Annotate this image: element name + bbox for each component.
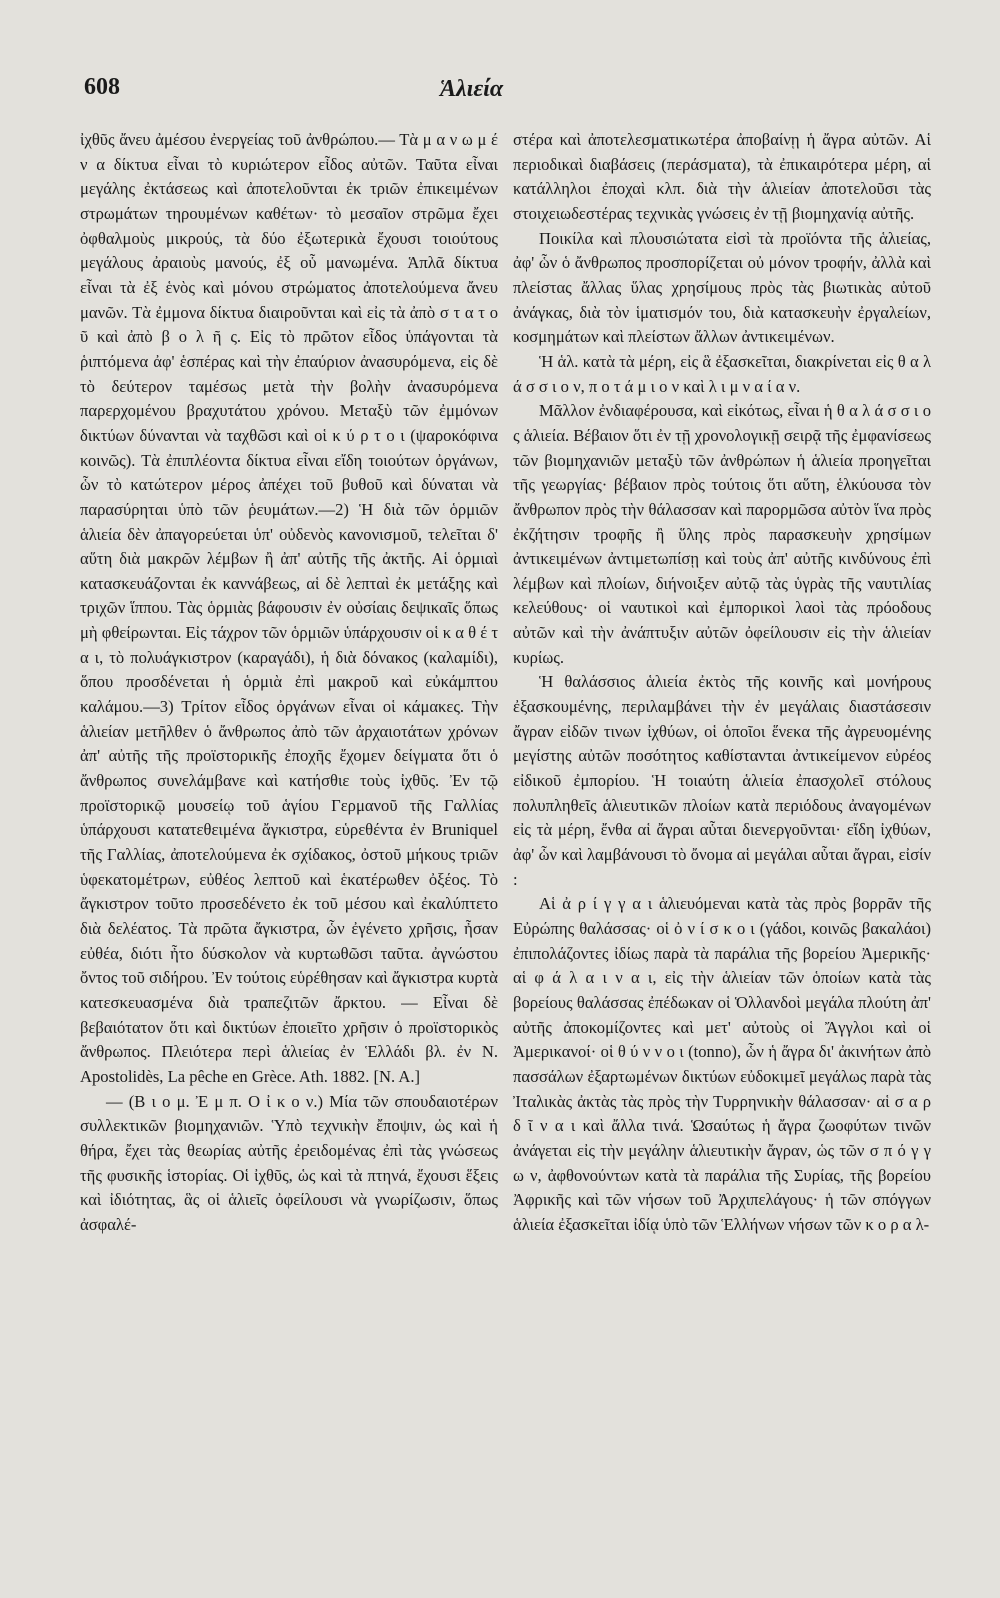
paragraph: Αἱ ἀ ρ ί γ γ α ι ἁλιευόμεναι κατὰ τὰς πρὸς βορρᾶν τῆς Εὐρώπης θαλάσσας· οἱ ὀ ν ί σ κ ο ι (γάδοι, κοινῶς βακαλάοι) ἐπιπολάζοντες ἰδίως παρὰ τὰ παράλια τῆς βορείου Ἀμερικῆς· αἱ φ ά λ α ι ν α ι, εἰς τὴν ἁλιείαν τῶν ὁποίων κατὰ τὰς βορείους θαλάσσας ἐπέδωκαν οἱ Ὁλλανδοὶ μεγάλα πλούτη ἀπ' αὐτῆς ἀποκομίζοντες καὶ μετ' αὐτοὺς οἱ Ἄγγλοι καὶ οἱ Ἀμερικανοί· οἱ θ ύ ν ν ο ι (tonno), ὧν ἡ ἄγρα δι' ἀκινήτων ἀπὸ πασσάλων ἐξαρτωμένων δικτύων εὐδοκιμεῖ μεγάλως παρὰ τὰς Ἰταλικὰς ἀκτὰς τὰς πρὸς τὴν Τυρρηνικὴν θάλασσαν· αἱ σ α ρ δ ῖ ν α ι καὶ ἄλλα τινά. Ὡσαύτως ἡ ἄγρα ζωοφύτων τινῶν ἀνάγεται εἰς τὴν μεγάλην ἁλιευτικὴν ἄγραν, ὡς τῶν σ π ό γ γ ω ν, ἀφθονούντων κατὰ τὰ παράλια τῆς Συρίας, τῆς βορείου Ἀφρικῆς καὶ τῶν νήσων τοῦ Ἀρχιπελάγους· ἡ τῶν σπόγγων ἁλιεία ἐξασκεῖται ἰδίᾳ ὑπὸ τῶν Ἑλλήνων νήσων τῶν κ ο ρ α λ- [513,894,931,1234]
paragraph: στέρα καὶ ἀποτελεσματικωτέρα ἀποβαίνῃ ἡ ἄγρα αὐτῶν. Αἱ περιοδικαὶ διαβάσεις (περάσματα), τὰ ἐπικαιρότερα μέρη, αἱ κατάλληλοι ἐποχαὶ κλπ. διὰ τὴν ἁλιείαν ἀποτελοῦσι τὰς στοιχειωδεστέρας τεχνικὰς γνώσεις ἐν τῇ βιομηχανίᾳ αὐτῆς. [513,130,931,223]
page-number: 608 [84,74,120,100]
paragraph: — (Β ι ο μ. Ἐ μ π. Ο ἰ κ ο ν.) Μία τῶν σπουδαιοτέρων συλλεκτικῶν βιομηχανιῶν. Ὑπὸ τεχνικὴν ἔποψιν, ὡς καὶ ἡ θήρα, ἔχει τὰς θεωρίας αὐτῆς ἐρειδομένας ἐπὶ τὰς γνώσεως τῆς φυσικῆς ἱστορίας. Οἱ ἰχθῦς, ὡς καὶ τὰ πτηνά, ἔχουσι ἕξεις καὶ ἰδιότητας, ἃς οἱ ἁλιεῖς ὀφείλουσι νὰ γνωρίζωσιν, ὅπως ἀσφαλέ- [80,1091,498,1234]
paragraph: Ποικίλα καὶ πλουσιώτατα εἰσὶ τὰ προϊόντα τῆς ἁλιείας, ἀφ' ὧν ὁ ἄνθρωπος προσπορίζεται οὐ μόνον τροφήν, ἀλλὰ καὶ πλείστας ἄλλας ὕλας χρησίμους πρὸς τὰς βιωτικὰς αὐτοῦ ἀνάγκας, διὰ τὸν ἱματισμόν του, διὰ κατασκευὴν ἐργαλείων, κοσμημάτων καὶ πλείστων ἄλλων ἀντικειμένων. [513,228,931,347]
right-column [513,128,931,1238]
running-head: Ἁλιεία [440,76,504,102]
paragraph: Ἡ ἁλ. κατὰ τὰ μέρη, εἰς ἃ ἐξασκεῖται, διακρίνεται εἰς θ α λ ά σ σ ι ο ν, π ο τ ά μ ι ο ν καὶ λ ι μ ν α ί α ν. [513,351,931,396]
paragraph: Ἡ θαλάσσιος ἁλιεία ἐκτὸς τῆς κοινῆς καὶ μονήρους ἐξασκουμένης, περιλαμβάνει τὴν ἐν μεγάλαις διαστάσεσιν ἄγραν εἰδῶν τινων ἰχθύων, οἱ ὁποῖοι ἕνεκα τῆς ἀγρευομένης μεγίστης αὐτῶν ποσότητος καθίστανται ἀντικείμενον εὐρέος εἰδικοῦ ἐμπορίου. Ἡ τοιαύτη ἁλιεία ἐπασχολεῖ στόλους πολυπληθεῖς ἁλιευτικῶν πλοίων κατὰ περιόδους ἀναγομένων εἰς τὰ μέρη, ἔνθα αἱ ἄγραι αὗται διενεργοῦνται· εἴδη ἰχθύων, ἀφ' ὧν καὶ λαμβάνουσι τὸ ὄνομα αἱ μεγάλαι αὗται ἄγραι, εἰσίν : [513,672,931,889]
left-column [80,128,498,1238]
paragraph: Μᾶλλον ἐνδιαφέρουσα, καὶ εἰκότως, εἶναι ἡ θ α λ ά σ σ ι ο ς ἁλιεία. Βέβαιον ὅτι ἐν τῇ χρονολογικῇ σειρᾷ τῆς ἐμφανίσεως τῶν βιομηχανιῶν μεταξὺ τῶν ἀνθρώπων ἡ ἁλιεία προηγεῖται τῆς γεωργίας· βέβαιον πρὸς τούτοις ὅτι αὕτη, ἑλκύουσα τὸν ἄνθρωπον πρὸς τὴν θάλασσαν καὶ παρορμῶσα αὐτὸν ἵνα πρὸς ἐκζήτησιν τροφῆς ἢ ὕλης πρὸς παρασκευὴν χρησίμων ἀντικειμένων ἀντιμετωπίσῃ καὶ τοὺς ἀπ' αὐτῆς κινδύνους ἐπὶ λέμβων καὶ πλοίων, διήνοιξεν αὐτῷ τὰς ὑγρὰς τῆς ναυτιλίας κελεύθους· οἱ ναυτικοὶ καὶ ἐμπορικοὶ λαοὶ τὰς πρόοδους αὐτῶν καὶ τὴν ἀνάπτυξιν αὐτῶν ὀφείλουσιν εἰς τὴν ἁλιείαν κυρίως. [513,401,931,667]
paragraph: ἰχθῦς ἄνευ ἀμέσου ἐνεργείας τοῦ ἀνθρώπου.— Τὰ μ α ν ω μ έ ν α δίκτυα εἶναι τὸ κυριώτερον εἶδος αὐτῶν. Ταῦτα εἶναι μεγάλης ἐκτάσεως καὶ ἀποτελοῦνται ἐκ τριῶν ἐπικειμένων στρωμάτων τηρουμένων καθέτων· τὸ μεσαῖον στρῶμα ἔχει ὀφθαλμοὺς μικρούς, τὰ δύο ἐξωτερικὰ ἔχουσι τοιούτους μεγάλους ἀραιοὺς μανούς, ἐξ οὗ μανωμένα. Ἁπλᾶ δίκτυα εἶναι τὰ ἐξ ἑνὸς καὶ μόνου στρώματος ἀποτελούμενα ἄνευ μανῶν. Τὰ ἐμμονα δίκτυα διαιροῦνται καὶ εἰς τὰ ἀπὸ σ τ α τ ο ῦ καὶ ἀπὸ β ο λ ῆ ς. Εἰς τὸ πρῶτον εἶδος ὑπάγονται τὰ ῥιπτόμενα ἀφ' ἑσπέρας καὶ τὴν ἐπαύριον ἀνασυρόμενα, εἰς δὲ τὸ δεύτερον ταμέσως μετὰ τὴν βολὴν ἀνασυρόμενα παρερχομένου βραχυτάτου χρόνου. Μεταξὺ τῶν ἐμμόνων δικτύων δύνανται νὰ ταχθῶσι καὶ οἱ κ ύ ρ τ ο ι (ψαροκόφινα κοινῶς). Τὰ ἐπιπλέοντα δίκτυα εἶναι εἴδη τοιούτων ὀργάνων, ὧν τὸ κατώτερον μέρος ἀπέχει τοῦ βυθοῦ καὶ δύναται νὰ παρασύρηται ὑπὸ τῶν ῥευμάτων.—2) Ἡ διὰ τῶν ὁρμιῶν ἁλιεία δὲν ἀπαγορεύεται ὑπ' οὐδενὸς κανονισμοῦ, τελεῖται δ' αὕτη διὰ μακρῶν λέμβων ἢ ἀπ' αὐτῆς τῆς ἀκτῆς. Αἱ ὁρμιαὶ κατασκευάζονται ἐκ καννάβεως, αἱ δὲ λεπταὶ ἐκ μετάξης καὶ τριχῶν ἵππου. Τὰς ὁρμιὰς βάφουσιν ἐν οὐσίαις δεψικαῖς ὅπως μὴ φθείρωνται. Εἰς τάχρον τῶν ὁρμιῶν ὑπάρχουσιν οἱ κ α θ έ τ α ι, τὸ πολυάγκιστρον (καραγάδι), ἡ διὰ δόνακος (καλαμίδι), ὅπου προσδένεται ἡ ὁρμιὰ ἐπὶ μακροῦ καὶ εὐκάμπτου καλάμου.—3) Τρίτον εἶδος ὀργάνων εἶναι οἱ κάμακες. Τὴν ἁλιείαν μετῆλθεν ὁ ἄνθρωπος ἀπὸ τῶν ἀρχαιοτάτων χρόνων ἀπ' αὐτῆς τῆς προϊστορικῆς ἐποχῆς ἔχομεν δείγματα ὅτι ὁ ἄνθρωπος συνελάμβανε καὶ κατήσθιε τοὺς ἰχθῦς. Ἐν τῷ προϊστορικῷ μουσείῳ τοῦ ἁγίου Γερμανοῦ τῆς Γαλλίας ὑπάρχουσι κατατεθειμένα ἄγκιστρα, εὑρεθέντα ἐν Bruniquel τῆς Γαλλίας, ἀποτελούμενα ἐκ σχίδακος, ὀστοῦ μήκους τριῶν ὑφεκατομέτρων, εὐθέος λεπτοῦ καὶ ἑκατέρωθεν ὀξέος. Τὸ ἄγκιστρον τοῦτο προσεδένετο ἐκ τοῦ μέσου καὶ ἐκαλύπτετο διὰ δελέατος. Τὰ πρῶτα ἄγκιστρα, ὧν ἐγένετο χρῆσις, ἦσαν εὐθέα, διότι ἦτο δύσκολον νὰ κυρτωθῶσι ταῦτα. ἀγνώστου ὄντος τοῦ σιδήρου. Ἐν τούτοις εὑρέθησαν καὶ ἄγκιστρα κυρτὰ κατεσκευασμένα διὰ τραπεζιτῶν ἄρκτου. — Εἶναι δὲ βεβαιότατον ὅτι καὶ δικτύων ἐποιεῖτο χρῆσιν ὁ προϊστορικὸς ἄνθρωπος. Πλειότερα περὶ ἁλιείας ἐν Ἑλλάδι βλ. ἐν N. Apostolidès, La pêche en Grèce. Ath. 1882. [N. A.] [80,130,498,1086]
